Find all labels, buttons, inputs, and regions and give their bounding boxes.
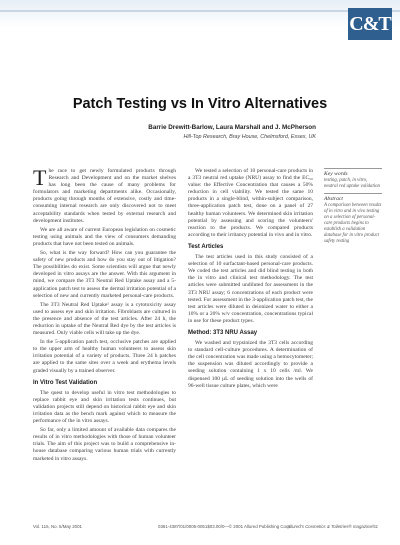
keywords-text: testing, patch, in vitro, neutral red uptake validation: [324, 178, 380, 189]
paragraph: So far, only a limited amount of available data compares the results of in vitro methodologies with those of human volunteer trials. The aim of this project was to build a comprehensive in-house database comparing various human trials with currently marketed in vitro assays.: [33, 427, 176, 462]
drop-cap: T: [33, 165, 47, 190]
paragraph: So, what is the way forward? How can you guarantee the safety of new products and how do you stay out of litigation? The possibilities do exist. Some scientists will argue that newly developed in vitro assays are the answer. With this argument in mind, we compare the 3T3 Neutral Red Uptake assay and a 5-application patch test to assess the dermal irritation potential of a selection of new and currently marketed personal-care products.: [33, 250, 176, 299]
body-column-2: [188, 168, 313, 392]
header-bar: [0, 0, 400, 28]
paragraph: The 3T3 Neutral Red Uptake¹ assay is a cytotoxicity assay used to assess eye and skin irritation. Fibroblasts are cultured in the presence and absence of the test articles. After 24 h, the reduction in uptake of the Neutral Red dye by the test articles is measured. Only viable cells will take up the dye.: [33, 301, 176, 337]
paragraph: We washed and trypsinized the 3T3 cells according to standard cell-culture procedures. A determination of the cell concentration was made using a hemocytometer; the suspension was diluted accordingly to provide a seeding solution containing 1 x 10 cells /ml. We dispensed 100 µL of seeding solution into the wells of 96-well tissue culture plates, which were: [188, 340, 313, 389]
paragraph: [33, 165, 176, 225]
footer-copyright: 0361-4387/01/0005-0051$03.00/0—© 2001 Allured Publishing Corp.: [158, 524, 292, 529]
footer-magazine-page: Allured's Cosmetics & Toiletries® magazine/51: [287, 524, 378, 529]
section-heading: In Vitro Test Validation: [33, 379, 98, 386]
footer-volume: Vol. 116, No. 5/May 2001: [33, 524, 82, 529]
sidebar-rule: [324, 193, 382, 194]
abstract-text: A comparison between results of in vitro and in vivo testing on a selection of personal-care products begins to establish a validation database for in vitro product safety testing: [324, 203, 382, 244]
sidebar-keywords-abstract: [324, 168, 382, 248]
paragraph: We tested a selection of 10 personal-care products in a 3T3 neutral red uptake (NRU) assay to find the EC₅₀ value: the Effective Concentration that causes a 50% reduction in cell viability. We tested the same 10 products in a single-blind, within-subject comparison, three-application patch test, done on a panel of 27 healthy human volunteers. We determined skin irritation potential by assessing and scoring the volunteers' reaction to the products. We compared products according to their irritancy potential in vivo and in vitro.: [188, 168, 313, 238]
section-heading: Test Articles: [188, 243, 224, 250]
journal-logo: C&T: [348, 8, 392, 40]
section-heading: Method: 3T3 NRU Assay: [188, 329, 258, 336]
paragraph: In the 5-application patch test, occlusive patches are applied to the upper arm of healthy human volunteers to assess skin irritation potential of a variety of products. Three 24 h patches are applied to the same sites over a week and erythema levels graded visually by a trained observer.: [33, 339, 176, 374]
header-gradient: [0, 0, 400, 28]
keywords-heading: Key words: [324, 171, 348, 177]
header-band: [0, 10, 400, 12]
paragraph: The test articles used in this study consisted of a selection of 10 surfactant-based personal-care products. We coded the test articles and did blind testing in both the in vitro and clinical test methodology. The test articles were submitted undiluted for assessment in the 3T3 NRU assay; 6 concentrations of each product were tested. For assessment in the 3-application patch test, the test articles were diluted in deionized water to either a 10% or a 20% w/v concentration, concentrations typical in use for these product types.: [188, 254, 313, 324]
body-column-1: [33, 165, 176, 465]
article-title: Patch Testing vs In Vitro Alternatives: [72, 96, 328, 112]
paragraph: The quest to develop useful in vitro test methodologies to replace rabbit eye and skin irritation tests continues, but validation projects still depend on historical rabbit eye and skin irritation data as the bench mark against which to measure the performance of the in vitro assays.: [33, 389, 176, 425]
article-affiliation: Hill-Top Research, Bray House, Chelmsford, Essex, UK: [183, 134, 316, 140]
abstract-heading: Abstract: [324, 196, 343, 202]
sidebar-rule: [324, 168, 382, 169]
paragraph: We are all aware of current European legislation on cosmetic testing using animals and the view of consumers demanding products that have not been tested on animals.: [33, 226, 176, 247]
paragraph-text: he race to get newly formulated products through Research and Development and on the market shelves has long been the cause of many problems for formulators and marketing departments alike. Occasionally, products going through months of extensive, costly and time-consuming internal research are only discovered not to meet acceptability standards when tested by external research and development institutes.: [33, 168, 176, 224]
article-authors: Barrie Drewitt-Barlow, Laura Marshall and J. McPherson: [148, 124, 316, 131]
